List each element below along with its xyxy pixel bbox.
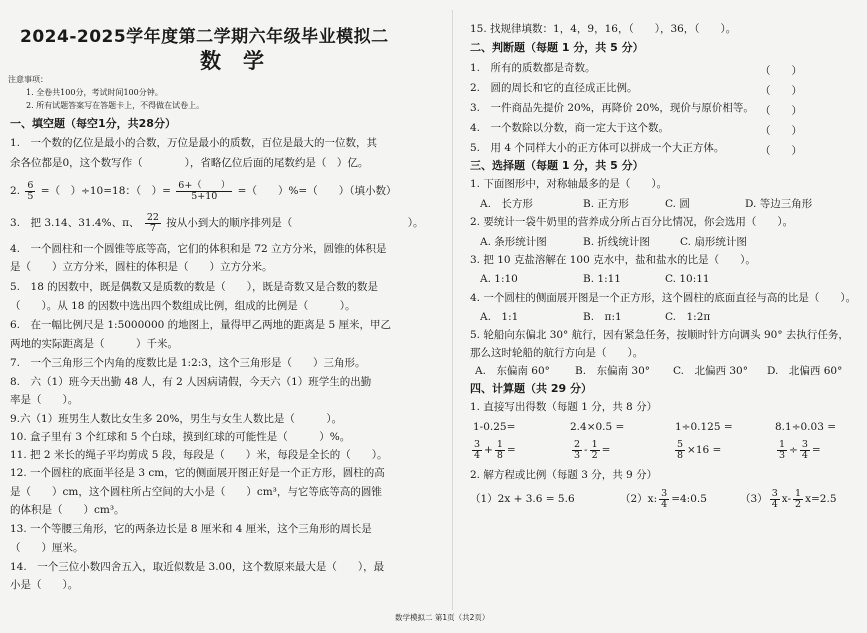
- choice-2: 2. 要统计一袋牛奶里的营养成分所占百分比情况，你会选用（ ）。: [470, 216, 794, 228]
- choice-5-option-d: D. 北偏西 60°: [767, 365, 843, 377]
- eq2-end: =4:0.5: [671, 493, 707, 505]
- choice-3-option-b: B. 1:11: [583, 273, 621, 285]
- calc-5-f1-den: 4: [474, 449, 481, 461]
- q3-end: 按从小到大的顺序排列是（ ）。: [166, 217, 424, 229]
- judge-4: 4. 一个数除以分数，商一定大于这个数。: [470, 122, 670, 134]
- question-13-line-1: 13. 一个等腰三角形，它的两条边长是 8 厘米和 4 厘米，这个三角形的周长是: [10, 523, 372, 535]
- subject-title: 数学: [200, 49, 286, 73]
- calc-8-op: ÷: [789, 444, 798, 456]
- question-12-line-3: 的体积是（ ）cm³。: [10, 504, 125, 516]
- calc-5-frac-2: [495, 440, 505, 461]
- calc-8-f2-den: 4: [801, 449, 808, 461]
- calc-7-num: 5: [677, 438, 684, 450]
- calc-part-1-title: 1. 直接写出得数（每题 1 分，共 8 分）: [470, 401, 658, 413]
- judge-1-answer: （ ）: [760, 65, 802, 77]
- judge-3-answer: （ ）: [760, 105, 802, 117]
- q2-f1-numerator: 6: [27, 179, 34, 191]
- eq2-fraction: [659, 489, 669, 510]
- q2-fraction-1: [25, 181, 35, 202]
- eq3-f1-den: 4: [771, 498, 778, 510]
- judge-1: 1. 所有的质数都是奇数。: [470, 62, 596, 74]
- calc-6-f2-num: 1: [591, 438, 598, 450]
- calc-8-f1-num: 1: [779, 438, 786, 450]
- calc-4: 8.1÷0.03 =: [775, 421, 837, 433]
- judge-3: 3. 一件商品先提价 20%，再降价 20%，现价与原价相等。: [470, 102, 754, 114]
- eq3-fraction-2: [793, 489, 803, 510]
- equation-2: [620, 486, 707, 512]
- choice-1-option-a: A. 长方形: [480, 198, 533, 210]
- question-15: 15. 找规律填数：1，4，9，16，（ ），36，（ ）。: [470, 23, 737, 35]
- equation-1: （1）2x + 3.6 = 5.6: [470, 493, 575, 505]
- section-calculation: 四、计算题（共 29 分）: [470, 382, 592, 395]
- question-14-line-2: 小是（ ）。: [10, 579, 79, 591]
- equation-3: [740, 486, 837, 512]
- choice-1-option-c: C. 圆: [665, 198, 690, 210]
- page-footer: 数学模拟二 第1页（共2页）: [395, 613, 490, 622]
- q2-middle: =（ ）÷10=18：（ ）=: [40, 185, 171, 197]
- q2-end: =（ ）%=（ ）（填小数）: [237, 185, 397, 197]
- column-divider: [452, 10, 453, 610]
- q2-number: 2.: [10, 185, 21, 197]
- eq2-prefix: （2）x:: [620, 493, 658, 505]
- calc-6-frac-1: [572, 440, 582, 461]
- q2-f1-denominator: 5: [27, 190, 34, 202]
- question-3: [10, 208, 424, 238]
- question-12-line-2: 是（ ）cm，这个圆柱所占空间的大小是（ ）cm³，与它等底等高的圆锥: [10, 486, 382, 498]
- calc-5-eq: =: [506, 444, 516, 456]
- calc-6-frac-2: [590, 440, 600, 461]
- q2-f2-denominator: 5+10: [191, 190, 218, 202]
- question-12-line-1: 12. 一个圆柱的底面半径是 3 cm，它的侧面展开图正好是一个正方形，圆柱的高: [10, 467, 385, 479]
- exam-title: 2024-2025学年度第二学期六年级毕业模拟二: [20, 27, 389, 47]
- choice-1: 1. 下面图形中，对称轴最多的是（ ）。: [470, 178, 668, 190]
- calc-6-f1-den: 3: [574, 449, 581, 461]
- question-6-line-2: 两地的实际距离是（ ）千米。: [10, 338, 178, 350]
- calc-5-frac-1: [472, 440, 482, 461]
- calc-6-op: -: [584, 444, 588, 456]
- question-14-line-1: 14. 一个三位小数四舍五入，取近似数是 3.00，这个数原来最大是（ ），最: [10, 561, 385, 573]
- choice-1-option-d: D. 等边三角形: [745, 198, 813, 210]
- calc-5-op: +: [484, 444, 493, 456]
- question-13-line-2: （ ）厘米。: [10, 542, 84, 554]
- choice-3: 3. 把 10 克盐溶解在 100 克水中，盐和盐水的比是（ ）。: [470, 254, 756, 266]
- question-8-line-2: 率是（ ）。: [10, 394, 79, 406]
- choice-2-option-a: A. 条形统计图: [480, 236, 547, 248]
- eq3-fraction-1: [770, 489, 780, 510]
- section-choice: 三、选择题（每题 1 分，共 5 分）: [470, 159, 644, 172]
- calc-7-frac: [675, 440, 685, 461]
- choice-3-option-c: C. 10:11: [665, 273, 710, 285]
- calc-7-rest: ×16 =: [687, 444, 722, 456]
- calc-5-f1-num: 3: [474, 438, 481, 450]
- eq3-f1-num: 3: [771, 487, 778, 499]
- q3-numerator: 22: [146, 211, 159, 223]
- q2-fraction-2: [176, 181, 232, 202]
- calc-8-frac-1: [777, 440, 787, 461]
- choice-2-option-b: B. 折线统计图: [583, 236, 650, 248]
- choice-5-line-1: 5. 轮船向东偏北 30° 航行，因有紧急任务，按顺时针方向调头 90° 去执行任务，: [470, 329, 849, 341]
- calc-7: [673, 436, 721, 464]
- judge-5: 5. 用 4 个同样大小的正方体可以拼成一个大正方体。: [470, 142, 725, 154]
- choice-2-option-c: C. 扇形统计图: [680, 236, 747, 248]
- exam-notes: [8, 73, 204, 112]
- question-1-line-1: 1. 一个数的亿位是最小的合数，万位是最小的质数，百位是最大的一位数，其: [10, 137, 378, 149]
- judge-2: 2. 圆的周长和它的直径成正比例。: [470, 82, 638, 94]
- calc-6-f2-den: 2: [591, 449, 598, 461]
- calc-7-den: 8: [677, 449, 684, 461]
- q2-f2-numerator: 6+（ ）: [178, 179, 231, 191]
- calc-6: [570, 436, 610, 464]
- choice-5-option-a: A. 东偏南 60°: [475, 365, 550, 377]
- eq2-den: 4: [661, 498, 668, 510]
- calc-part-2-title: 2. 解方程或比例（每题 3 分，共 9 分）: [470, 469, 658, 481]
- calc-8-f2-num: 3: [801, 438, 808, 450]
- choice-5-line-2: 那么这时轮船的航行方向是（ ）。: [470, 347, 644, 359]
- question-1-line-2: 余各位都是0，这个数写作（ ），省略亿位后面的尾数约是（ ）亿。: [10, 157, 369, 169]
- eq3-f2-num: 1: [795, 487, 802, 499]
- calc-5: [470, 436, 516, 464]
- choice-4-option-a: A. 1:1: [480, 311, 519, 323]
- question-5-line-1: 5. 18 的因数中，既是偶数又是质数的数是（ ），既是奇数又是合数的数是: [10, 281, 378, 293]
- question-10: 10. 盒子里有 3 个红球和 5 个白球，摸到红球的可能性是（ ）%。: [10, 431, 351, 443]
- section-fill-blank: 一、填空题（每空1分，共28分）: [10, 117, 176, 130]
- judge-5-answer: （ ）: [760, 145, 802, 157]
- q3-fraction: [145, 213, 161, 234]
- question-4-line-2: 是（ ）立方分米，圆柱的体积是（ ）立方分米。: [10, 261, 273, 273]
- question-8-line-1: 8. 六（1）班今天出勤 48 人，有 2 人因病请假，今天六（1）班学生的出勤: [10, 376, 372, 388]
- calc-6-eq: =: [601, 444, 611, 456]
- calc-8-f1-den: 3: [779, 449, 786, 461]
- choice-4-option-c: C. 1:2π: [665, 311, 711, 323]
- question-9: 9.六（1）班男生人数比女生多 20%，男生与女生人数比是（ ）。: [10, 413, 343, 425]
- calc-5-f2-den: 8: [496, 449, 503, 461]
- question-4-line-1: 4. 一个圆柱和一个圆锥等底等高，它们的体积和是 72 立方分米，圆锥的体积是: [10, 243, 387, 255]
- eq3-mid: x-: [781, 493, 792, 505]
- calc-8: [775, 436, 821, 464]
- q3-denominator: 7: [149, 222, 156, 234]
- choice-3-option-a: A. 1:10: [480, 273, 518, 285]
- choice-1-option-b: B. 正方形: [583, 198, 629, 210]
- question-2: [10, 176, 396, 206]
- calc-5-f2-num: 1: [496, 438, 503, 450]
- calc-8-frac-2: [800, 440, 810, 461]
- question-7: 7. 一个三角形三个内角的度数比是 1:2:3，这个三角形是（ ）三角形。: [10, 357, 366, 369]
- question-11: 11. 把 2 米长的绳子平均剪成 5 段，每段是（ ）米，每段是全长的（ ）。: [10, 449, 388, 461]
- note-1: 1. 全卷共100分，考试时间100分钟。: [26, 88, 163, 97]
- judge-2-answer: （ ）: [760, 85, 802, 97]
- eq3-prefix: （3）: [740, 493, 768, 505]
- calc-2: 2.4×0.5 =: [570, 421, 625, 433]
- eq2-num: 3: [661, 487, 668, 499]
- judge-4-answer: （ ）: [760, 125, 802, 137]
- calc-8-eq: =: [811, 444, 821, 456]
- notes-title: 注意事项：: [8, 75, 48, 84]
- choice-5-option-b: B. 东偏南 30°: [575, 365, 651, 377]
- calc-1: 1-0.25=: [473, 421, 516, 433]
- choice-4-option-b: B. π:1: [583, 311, 622, 323]
- choice-5-option-c: C. 北偏西 30°: [673, 365, 748, 377]
- choice-4: 4. 一个圆柱的侧面展开图是一个正方形，这个圆柱的底面直径与高的比是（ ）。: [470, 292, 857, 304]
- q3-prefix: 3. 把 3.14、31.4%、π、: [10, 217, 140, 229]
- section-true-false: 二、判断题（每题 1 分，共 5 分）: [470, 41, 644, 54]
- question-6-line-1: 6. 在一幅比例尺是 1:5000000 的地图上，量得甲乙两地的距离是 5 厘米，甲乙: [10, 319, 392, 331]
- calc-6-f1-num: 2: [574, 438, 581, 450]
- eq3-f2-den: 2: [795, 498, 802, 510]
- question-5-line-2: （ ）。从 18 的因数中选出四个数组成比例，组成的比例是（ ）。: [10, 300, 356, 312]
- eq3-end: x=2.5: [805, 493, 837, 505]
- note-2: 2. 所有试题答案写在答题卡上，不得做在试卷上。: [26, 101, 205, 110]
- calc-3: 1÷0.125 =: [675, 421, 733, 433]
